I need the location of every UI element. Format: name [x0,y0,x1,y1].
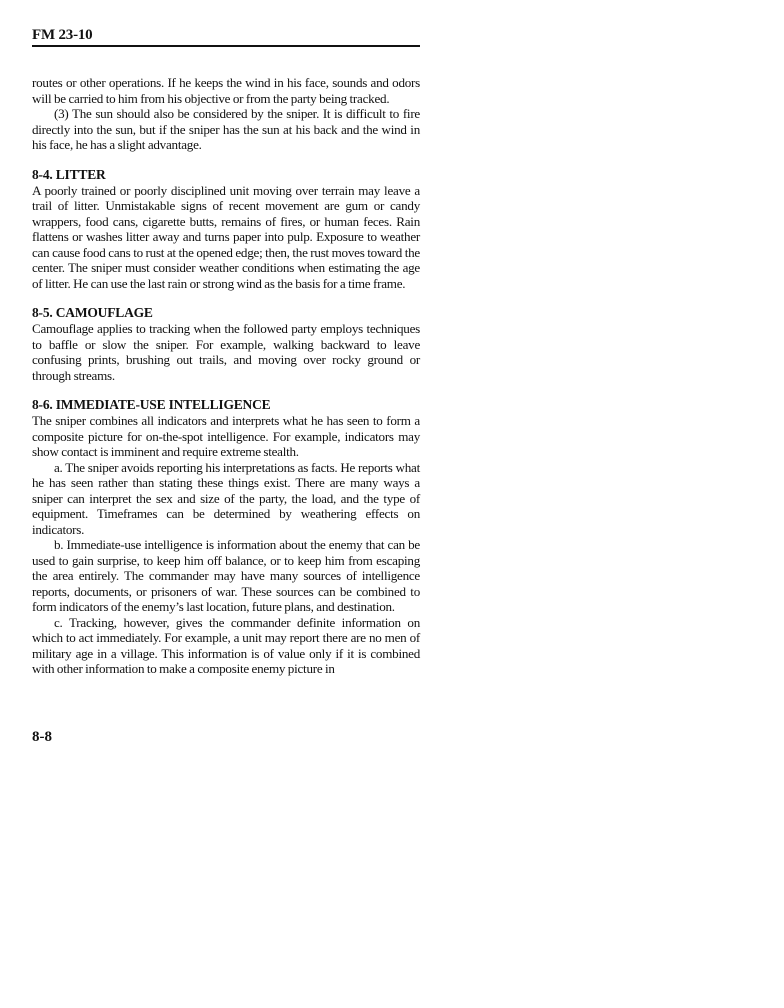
paragraph-item-a: a. The sniper avoids reporting his interpretations as facts. He reports what he has seen rather than stating these things exist. There are many ways a sniper can interpret the sex and size of the party, the load, and the type of equipment. Timeframes can be determined by weathering effects on indicators. [32,459,420,537]
running-head: FM 23-10 [32,27,93,43]
continued-paragraph: routes or other operations. If he keeps the wind in his face, sounds and odors will be carried to him from his objective or from the party being tracked. [32,75,420,106]
section-body-camouflage: Camouflage applies to tracking when the followed party employs techniques to baffle or slow the sniper. For example, walking backward to leave confusing prints, brushing out trails, and moving over rocky ground or through streams. [32,321,420,383]
section-heading-intelligence: 8-6. IMMEDIATE-USE INTELLIGENCE [32,397,271,412]
header-rule [32,45,420,47]
section-body-intelligence: The sniper combines all indicators and interprets what he has seen to form a composite picture for on-the-spot intelligence. For example, indicators may show contact is imminent and require extreme stealth. [32,413,420,459]
section-litter [32,167,420,292]
paragraph-item-b: b. Immediate-use intelligence is information about the enemy that can be used to gain surprise, to keep him off balance, or to keep him from escaping the area entirely. The commander may have many sources of intelligence reports, documents, or prisoners of war. These sources can be combined to form indicators of the enemy’s last location, future plans, and destination. [32,537,420,614]
document-page [32,26,420,677]
section-camouflage [32,305,420,383]
section-heading-camouflage: 8-5. CAMOUFLAGE [32,305,153,320]
section-intelligence [32,397,420,677]
page-number: 8-8 [32,729,52,745]
section-body-litter: A poorly trained or poorly disciplined unit moving over terrain may leave a trail of litter. Unmistakable signs of recent movement are gum or candy wrappers, food cans, cigarette butts, remains of fires, or human feces. Rain flattens or washes litter away and turns paper into pulp. Exposure to weather can cause food cans to rust at the opened edge; then, the rust moves toward the center. The sniper must consider weather conditions when estimating the age of litter. He can use the last rain or strong wind as the basis for a time frame. [32,182,420,291]
paragraph-item-c: c. Tracking, however, gives the commander definite information on which to act immediately. For example, a unit may report there are no men of military age in a village. This information is of value only if it is combined with other information to make a composite enemy picture in [32,614,420,676]
section-heading-litter: 8-4. LITTER [32,166,106,182]
paragraph-item-3: (3) The sun should also be considered by the sniper. It is difficult to fire directly into the sun, but if the sniper has the sun at his back and the wind in his face, he has a slight advantage. [32,106,420,152]
